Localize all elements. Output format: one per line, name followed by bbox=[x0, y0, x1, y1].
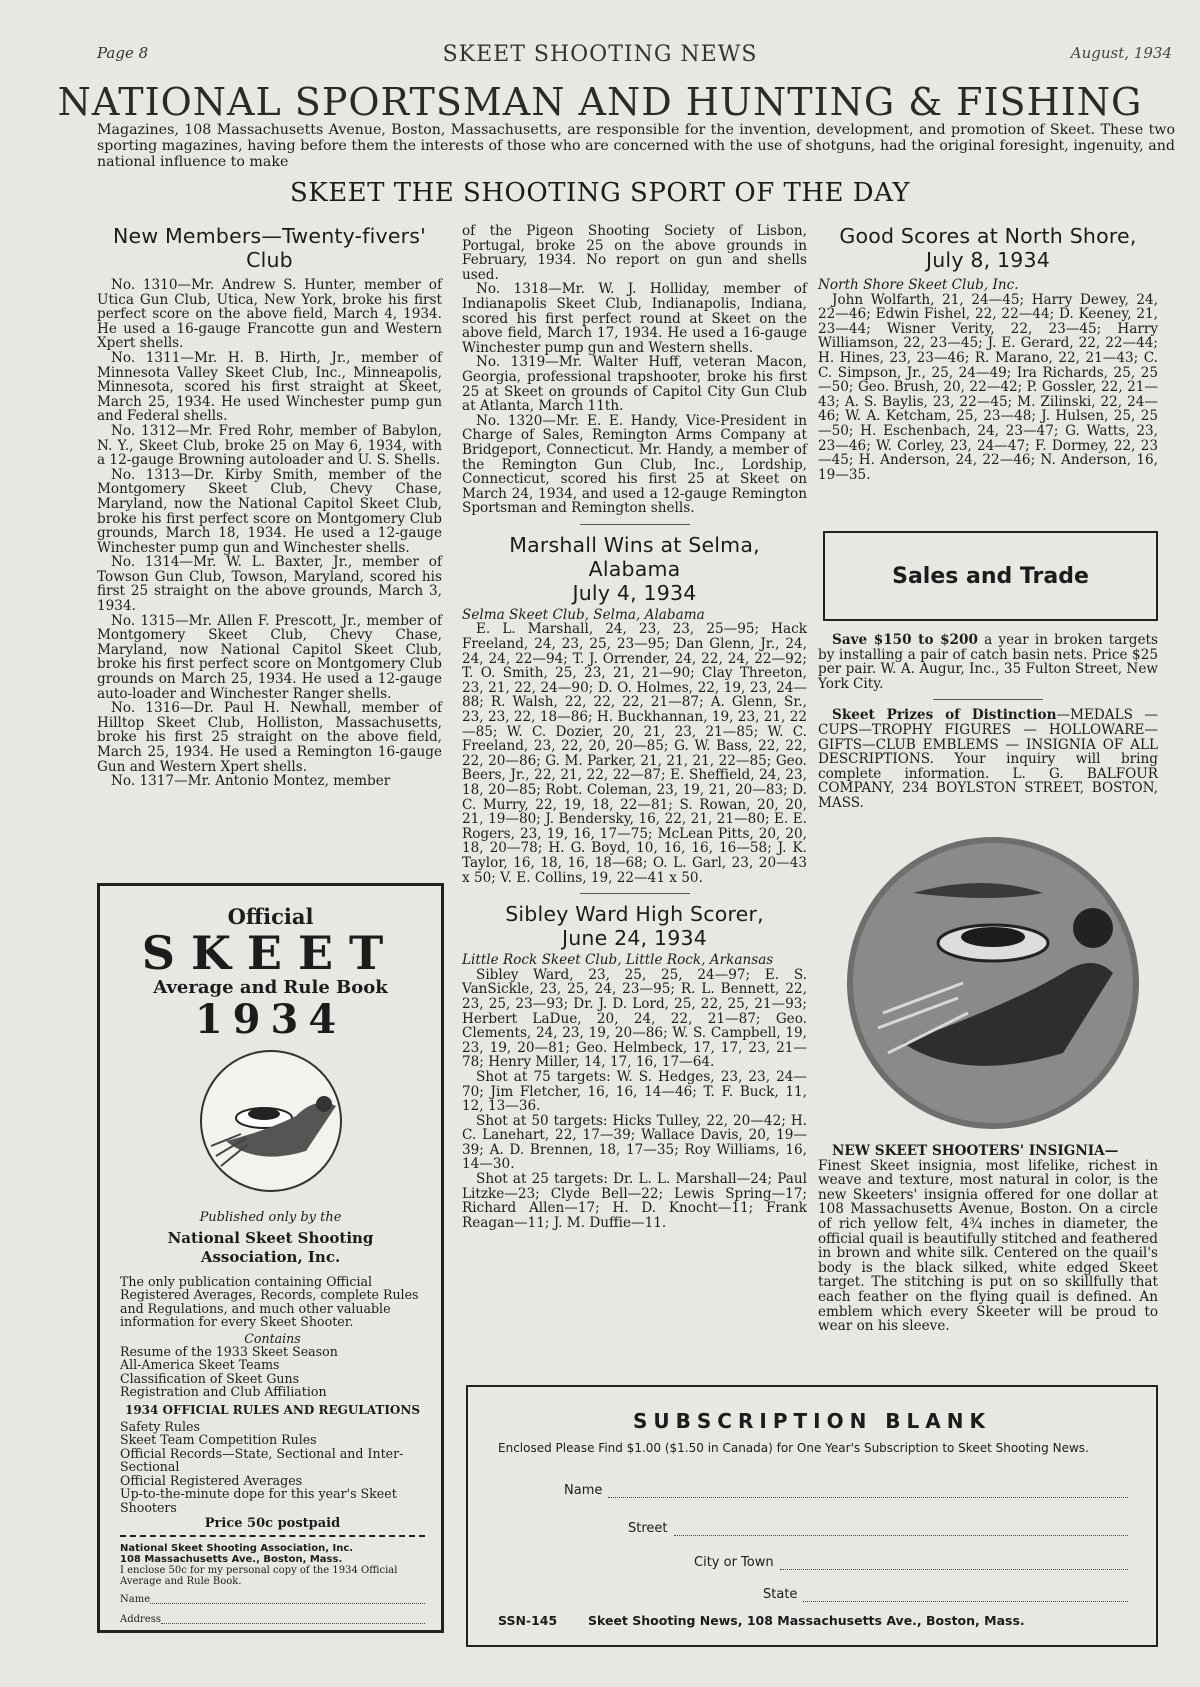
member-entry: No. 1312—Mr. Fred Rohr, member of Babylon, N. Y., Skeet Club, broke 25 on May 6, 1934, with a 12-gauge Browning autoloader and U. S. Shells. bbox=[97, 422, 442, 469]
rulebook-contains: Contains bbox=[244, 1330, 301, 1346]
rulebook-year: 1934 bbox=[194, 996, 347, 1043]
rulebook-rule-item: Safety Rules bbox=[120, 1419, 200, 1435]
rulebook-skeet: SKEET bbox=[141, 926, 400, 980]
coupon-name-field[interactable] bbox=[120, 1593, 425, 1606]
name-label: Name bbox=[564, 1483, 603, 1498]
subscription-street-field[interactable] bbox=[628, 1521, 1128, 1536]
subscription-text: Enclosed Please Find $1.00 ($1.50 in Canada) for One Year's Subscription to Skeet Shooting News. bbox=[498, 1441, 1089, 1455]
coupon-line: 108 Massachusetts Ave., Boston, Mass. bbox=[120, 1554, 343, 1566]
rulebook-rule-item: Official Records—State, Sectional and Inter-Sectional bbox=[120, 1445, 404, 1475]
sibley-75: Shot at 75 targets: W. S. Hedges, 23, 23, 24—70; Jim Fletcher, 16, 16, 14—46; T. F. Buck, 11, 12, 13—36. bbox=[462, 1068, 807, 1115]
north-shore-scores: John Wolfarth, 21, 24—45; Harry Dewey, 24, 22—46; Edwin Fishel, 22, 22—44; D. Keeney, 21, 23—44; Wisner Verity, 22, 23—45; Harry Williamson, 22, 23—45; J. E. Gerard, 22, 22—44; H. Hines, 23, 23—46; R. Marano, 22, 21—43; C. C. Simpson, Jr., 25, 24—49; Ira Richards, 25, 25—50; Geo. Brush, 20, 22—42; P. Gossler, 22, 21—43; A. S. Baylis, 23, 22—45; M. Zilinski, 22, 24—46; W. A. Ketcham, 25, 23—48; J. Hulsen, 25, 25—50; H. Eschenbach, 24, 23—47; G. Watts, 23, 23—46; W. Corley, 23, 24—47; F. Dormey, 22, 23—45; H. Anderson, 24, 22—46; N. Anderson, 16, 19—35. bbox=[818, 291, 1158, 483]
rulebook-content-item: Registration and Club Affiliation bbox=[120, 1384, 327, 1400]
north-shore-title: Good Scores at North Shore, bbox=[839, 224, 1137, 248]
intro-paragraph: Magazines, 108 Massachusetts Avenue, Boston, Massachusetts, are responsible for the invention, development, and promotion of Skeet. These two sporting magazines, having before them the interests of those who are concerned with the use of shotguns, had the original foresight, ingenuity, and national influence to make bbox=[97, 122, 1175, 170]
publication-title: SKEET SHOOTING NEWS bbox=[442, 42, 758, 67]
sibley-50: Shot at 50 targets: Hicks Tulley, 22, 20—42; H. C. Lanehart, 22, 17—39; Wallace Davis, 20, 19—39; A. D. Brennen, 18, 17—35; Roy Williams, 16, 14—30. bbox=[462, 1112, 807, 1173]
member-entry: No. 1317—Mr. Antonio Montez, member bbox=[111, 773, 391, 790]
north-shore-club: North Shore Skeet Club, Inc. bbox=[818, 277, 1019, 293]
rulebook-assoc-2: Association, Inc. bbox=[200, 1248, 341, 1266]
member-entry: No. 1313—Dr. Kirby Smith, member of the Montgomery Skeet Club, Chevy Chase, Maryland, now the National Capitol Skeet Club, broke his first perfect score on Montgomery Club grounds, March 18, 1934. He used a 12-gauge Winchester pump gun and Winchester shells. bbox=[97, 466, 442, 556]
ad1-text: a year in broken targets by installing a pair of catch basin nets. Price $25 per pair. W. A. Augur, Inc., 35 Fulton Street, New York City. bbox=[818, 632, 1158, 692]
subscription-address: Skeet Shooting News, 108 Massachusetts Ave., Boston, Mass. bbox=[588, 1613, 1025, 1628]
ad2-bold: Skeet Prizes of Distinction bbox=[832, 707, 1057, 724]
members-column bbox=[97, 224, 442, 789]
city-label: City or Town bbox=[694, 1555, 774, 1570]
member-entry: No. 1319—Mr. Walter Huff, veteran Macon, Georgia, professional trapshooter, broke his first 25 at Skeet on grounds of Capitol City Gun Club at Atlanta, March 11th. bbox=[462, 354, 807, 415]
main-title: NATIONAL SPORTSMAN AND HUNTING & FISHING bbox=[57, 80, 1143, 124]
insignia-emblem-image bbox=[843, 833, 1143, 1133]
coupon-name-label: Name bbox=[120, 1594, 151, 1606]
subscription-blank bbox=[466, 1385, 1158, 1647]
insignia-body: Finest Skeet insignia, most lifelike, richest in weave and texture, most natural in color, is the new Skeeters' insignia offered for one dollar at 108 Massachusetts Avenue, Boston. On a circle of rich yellow felt, 4¾ inches in diameter, the official quail is beautifully stitched and feathered in brown and white silk. Centered on the quail's body is the black silked, white edged Skeet target. The stitching is put on so skillfully that each feather on the flying quail is defined. An emblem which every Skeeter will be proud to wear on his sleeve. bbox=[818, 1157, 1158, 1335]
issue-date: August, 1934 bbox=[1070, 44, 1172, 62]
member-entry: No. 1318—Mr. W. J. Holliday, member of Indianapolis Skeet Club, Indianapolis, Indiana, scored his first perfect round at Skeet on the above field, March 17, 1934. He used a 16-gauge Winchester pump gun and Western shells. bbox=[462, 281, 807, 356]
rulebook-rule-item: Skeet Team Competition Rules bbox=[120, 1432, 317, 1448]
member-entry: No. 1315—Mr. Allen F. Prescott, Jr., member of Montgomery Skeet Club, Chevy Chase, Maryland, now National Capitol Skeet Club, broke his first perfect score on Montgomery Club grounds on March 25, 1934. He used a 12-gauge auto-loader and Winchester Ranger shells. bbox=[97, 612, 442, 702]
selma-scores: E. L. Marshall, 24, 23, 23, 25—95; Hack Freeland, 24, 23, 25, 23—95; Dan Glenn, Jr., 24, 24, 24, 22—94; T. J. Orrender, 24, 22, 24, 22—92; T. O. Smith, 25, 23, 21, 21—90; Clay Threeton, 23, 21, 22, 24—90; D. O. Holmes, 22, 19, 23, 24—88; R. Walsh, 22, 22, 22, 21—87; A. Glenn, Sr., 23, 23, 22, 18—86; H. Buckhannan, 19, 23, 21, 22—85; W. C. Dozier, 20, 21, 23, 21—85; W. C. Freeland, 23, 22, 20, 20—85; G. W. Bass, 22, 22, 22, 20—86; G. M. Parker, 21, 21, 21, 22—85; Geo. Beers, Jr., 22, 21, 22, 22—87; E. Sheffield, 24, 23, 18, 20—85; Robt. Coleman, 23, 19, 21, 20—83; D. C. Murry, 22, 19, 18, 22—81; S. Rowan, 20, 20, 21, 19—80; J. Bendersky, 16, 22, 21, 21—80; E. E. Rogers, 23, 19, 16, 17—75; McLean Pitts, 20, 20, 18, 20—78; H. G. Boyd, 10, 16, 16, 16—58; J. K. Taylor, 16, 18, 16, 18—68; O. L. Garl, 23, 20—43 x 50; V. E. Collins, 19, 22—41 x 50. bbox=[462, 621, 807, 886]
rulebook-official: Official bbox=[227, 904, 314, 929]
rulebook-rule-item: Up-to-the-minute dope for this year's Skeet Shooters bbox=[120, 1486, 397, 1515]
sales-ads bbox=[818, 633, 1158, 811]
subscription-name-field[interactable] bbox=[564, 1483, 1128, 1498]
rulebook-subtitle: Average and Rule Book bbox=[153, 977, 388, 998]
sibley-date: June 24, 1934 bbox=[561, 926, 708, 951]
coupon-address-field[interactable] bbox=[120, 1613, 425, 1626]
rulebook-content-item: Resume of the 1933 Skeet Season bbox=[120, 1344, 338, 1360]
sibley-scores: Sibley Ward, 23, 25, 25, 24—97; E. S. VanSickle, 23, 25, 24, 23—95; R. L. Bennett, 22, 23, 25, 23—93; Dr. J. D. Lord, 25, 22, 25, 21—93; Herbert LaDue, 20, 24, 22, 21—87; Geo. Clements, 24, 23, 19, 20—86; W. S. Campbell, 19, 23, 19, 20—81; Geo. Helmbeck, 17, 17, 23, 21—78; Henry Miller, 14, 17, 16, 17—64. bbox=[462, 966, 807, 1071]
north-shore-date: July 8, 1934 bbox=[925, 248, 1051, 272]
subscription-state-field[interactable] bbox=[763, 1587, 1128, 1602]
selma-date: July 4, 1934 bbox=[572, 580, 697, 605]
sub-title: SKEET THE SHOOTING SPORT OF THE DAY bbox=[289, 178, 911, 208]
rulebook-assoc-1: National Skeet Shooting bbox=[167, 1229, 374, 1247]
sibley-title: Sibley Ward High Scorer, bbox=[505, 902, 764, 927]
rulebook-rule-item: Official Registered Averages bbox=[120, 1472, 303, 1488]
ad1-bold: Save $150 to $200 bbox=[832, 632, 978, 648]
members-title: New Members—Twenty-fivers' Club bbox=[112, 224, 427, 272]
state-label: State bbox=[763, 1587, 798, 1602]
subscription-title: SUBSCRIPTION BLANK bbox=[633, 1409, 991, 1433]
sibley-25: Shot at 25 targets: Dr. L. L. Marshall—24; Paul Litzke—23; Clyde Bell—22; Lewis Spring—17; Richard Allen—17; H. D. Knocht—11; Frank Reagan—11; J. M. Duffie—11. bbox=[462, 1171, 807, 1231]
selma-title: Marshall Wins at Selma, Alabama bbox=[509, 532, 760, 581]
street-label: Street bbox=[628, 1521, 668, 1536]
member-entry: No. 1310—Mr. Andrew S. Hunter, member of Utica Gun Club, Utica, New York, broke his first perfect score on the above field, March 4, 1934. He used a 16-gauge Francotte gun and Western Xpert shells. bbox=[97, 277, 442, 352]
right-column bbox=[818, 224, 1158, 482]
sibley-club: Little Rock Skeet Club, Little Rock, Arkansas bbox=[462, 952, 774, 969]
selma-club: Selma Skeet Club, Selma, Alabama bbox=[462, 606, 705, 623]
quail-illustration bbox=[100, 1046, 441, 1200]
rulebook-ad bbox=[97, 883, 444, 1633]
ad2-text: —MEDALS —CUPS—TROPHY FIGURES — HOLLOWARE—GIFTS—CLUB EMBLEMS — INSIGNIA OF ALL DESCRIPTIONS. Your inquiry will bring complete information. L. G. BALFOUR COMPANY, 234 BOYLSTON STREET, BOSTON, MASS. bbox=[818, 707, 1158, 811]
insignia-title: NEW SKEET SHOOTERS' INSIGNIA— bbox=[832, 1143, 1119, 1159]
member-entry: No. 1320—Mr. E. E. Handy, Vice-President in Charge of Sales, Remington Arms Company at Bridgeport, Connecticut. Mr. Handy, a member of the Remington Gun Club, Inc., Lordship, Connecticut, scored his first 25 at Skeet on March 24, 1934, and used a 12-gauge Remington Sportsman and Remington shells. bbox=[462, 412, 807, 517]
rulebook-published: Published only by the bbox=[199, 1210, 342, 1225]
insignia-text bbox=[818, 1144, 1158, 1334]
member-entry: of the Pigeon Shooting Society of Lisbon, Portugal, broke 25 on the above grounds in February, 1934. No report on gun and shells used. bbox=[462, 223, 807, 283]
member-entry: No. 1314—Mr. W. L. Baxter, Jr., member of Towson Gun Club, Towson, Maryland, scored his first 25 straight on the above grounds, March 3, 1934. bbox=[97, 554, 442, 615]
rulebook-content-item: Classification of Skeet Guns bbox=[120, 1370, 300, 1386]
member-entry: No. 1311—Mr. H. B. Hirth, Jr., member of Minnesota Valley Skeet Club, Inc., Minneapolis, Minnesota, scored his first straight at Skeet, March 25, 1934. He used Winchester pump gun and Federal shells. bbox=[97, 349, 442, 425]
coupon-line: I enclose 50c for my personal copy of the 1934 Official Average and Rule Book. bbox=[120, 1565, 398, 1588]
page-number: Page 8 bbox=[97, 44, 149, 62]
rulebook-rules-head: 1934 OFFICIAL RULES AND REGULATIONS bbox=[124, 1402, 421, 1417]
coupon-line: National Skeet Shooting Association, Inc. bbox=[120, 1543, 354, 1555]
coupon-address-label: Address bbox=[120, 1613, 161, 1625]
rulebook-desc: The only publication containing Official Registered Averages, Records, complete Rules and Regulations, and much other valuable information for every Skeet Shooter. bbox=[120, 1274, 419, 1330]
rulebook-price: Price 50c postpaid bbox=[204, 1515, 341, 1531]
middle-column bbox=[462, 224, 807, 1230]
subscription-city-field[interactable] bbox=[694, 1555, 1128, 1570]
sales-trade-heading: Sales and Trade bbox=[823, 531, 1158, 621]
subscription-code: SSN-145 bbox=[498, 1613, 558, 1628]
member-entry: No. 1316—Dr. Paul H. Newhall, member of Hilltop Skeet Club, Holliston, Massachusetts, broke his first 25 straight on the above field, March 25, 1934. He used a Remington 16-gauge Gun and Western Xpert shells. bbox=[97, 700, 442, 775]
rulebook-content-item: All-America Skeet Teams bbox=[120, 1357, 280, 1373]
